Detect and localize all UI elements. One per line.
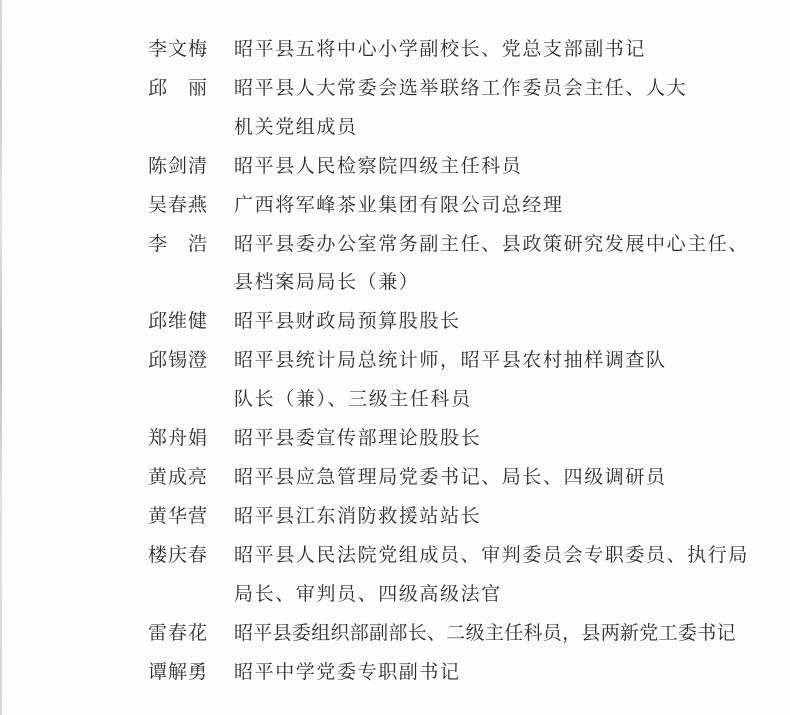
position-line: 昭平县人民检察院四级主任科员 bbox=[234, 154, 523, 177]
position-line: 昭平县人大常委会选举联络工作委员会主任、人大 bbox=[234, 76, 688, 99]
list-item bbox=[148, 653, 708, 692]
list-item bbox=[148, 302, 708, 341]
person-name: 吴春燕 bbox=[148, 193, 209, 216]
list-item bbox=[148, 69, 708, 147]
person-name: 邱 丽 bbox=[148, 76, 209, 99]
position-line: 局长、审判员、四级高级法官 bbox=[234, 582, 502, 605]
person-name: 邱维健 bbox=[148, 310, 209, 333]
person-name: 黄华营 bbox=[148, 504, 209, 527]
list-item bbox=[148, 458, 708, 497]
position-line: 昭平中学党委专职副书记 bbox=[234, 660, 461, 683]
personnel-list bbox=[148, 30, 750, 691]
person-position bbox=[234, 69, 708, 147]
list-item bbox=[148, 497, 708, 536]
person-position bbox=[234, 614, 736, 653]
person-position bbox=[234, 30, 708, 69]
person-position bbox=[234, 653, 708, 692]
person-name: 黄成亮 bbox=[148, 465, 209, 488]
list-item bbox=[148, 341, 708, 419]
position-line: 昭平县五将中心小学副校长、党总支部副书记 bbox=[234, 38, 647, 60]
person-name: 李文梅 bbox=[148, 38, 209, 60]
scan-edge-shadow bbox=[0, 0, 2, 715]
position-line: 昭平县江东消防救援站站长 bbox=[234, 504, 482, 527]
person-position bbox=[234, 147, 708, 186]
list-item bbox=[148, 419, 708, 458]
person-name: 楼庆春 bbox=[148, 543, 209, 566]
person-name: 陈剑清 bbox=[148, 154, 209, 177]
list-item bbox=[148, 225, 750, 303]
list-item bbox=[148, 30, 708, 69]
person-name: 郑舟娟 bbox=[148, 427, 209, 450]
person-name: 李 浩 bbox=[148, 232, 209, 255]
position-line: 昭平县财政局预算股股长 bbox=[234, 310, 461, 333]
person-position bbox=[234, 497, 708, 536]
person-position bbox=[234, 458, 708, 497]
position-line: 县档案局局长（兼） bbox=[234, 271, 420, 294]
list-item bbox=[148, 147, 708, 186]
position-line: 昭平县应急管理局党委书记、局长、四级调研员 bbox=[234, 465, 667, 488]
position-line: 机关党组成员 bbox=[234, 115, 358, 138]
position-line: 昭平县委办公室常务副主任、县政策研究发展中心主任、 bbox=[234, 232, 750, 255]
list-item bbox=[148, 614, 736, 653]
person-position bbox=[234, 225, 749, 303]
position-line: 昭平县委组织部副部长、二级主任科员，县两新党工委书记 bbox=[234, 621, 736, 644]
position-line: 昭平县人民法院党组成员、审判委员会专职委员、执行局 bbox=[234, 543, 750, 566]
position-line: 队长（兼）、三级主任科员 bbox=[234, 388, 472, 411]
person-position bbox=[234, 302, 708, 341]
person-position bbox=[234, 186, 708, 225]
list-item bbox=[148, 536, 750, 614]
person-name: 邱锡澄 bbox=[148, 349, 209, 372]
person-position bbox=[234, 419, 708, 458]
position-line: 昭平县统计局总统计师，昭平县农村抽样调查队 bbox=[234, 349, 667, 372]
person-name: 谭解勇 bbox=[148, 660, 209, 683]
person-position bbox=[234, 536, 749, 614]
position-line: 广西将军峰茶业集团有限公司总经理 bbox=[234, 193, 564, 216]
person-name: 雷春花 bbox=[148, 621, 209, 644]
position-line: 昭平县委宣传部理论股股长 bbox=[234, 427, 482, 450]
list-item bbox=[148, 186, 708, 225]
person-position bbox=[234, 341, 708, 419]
